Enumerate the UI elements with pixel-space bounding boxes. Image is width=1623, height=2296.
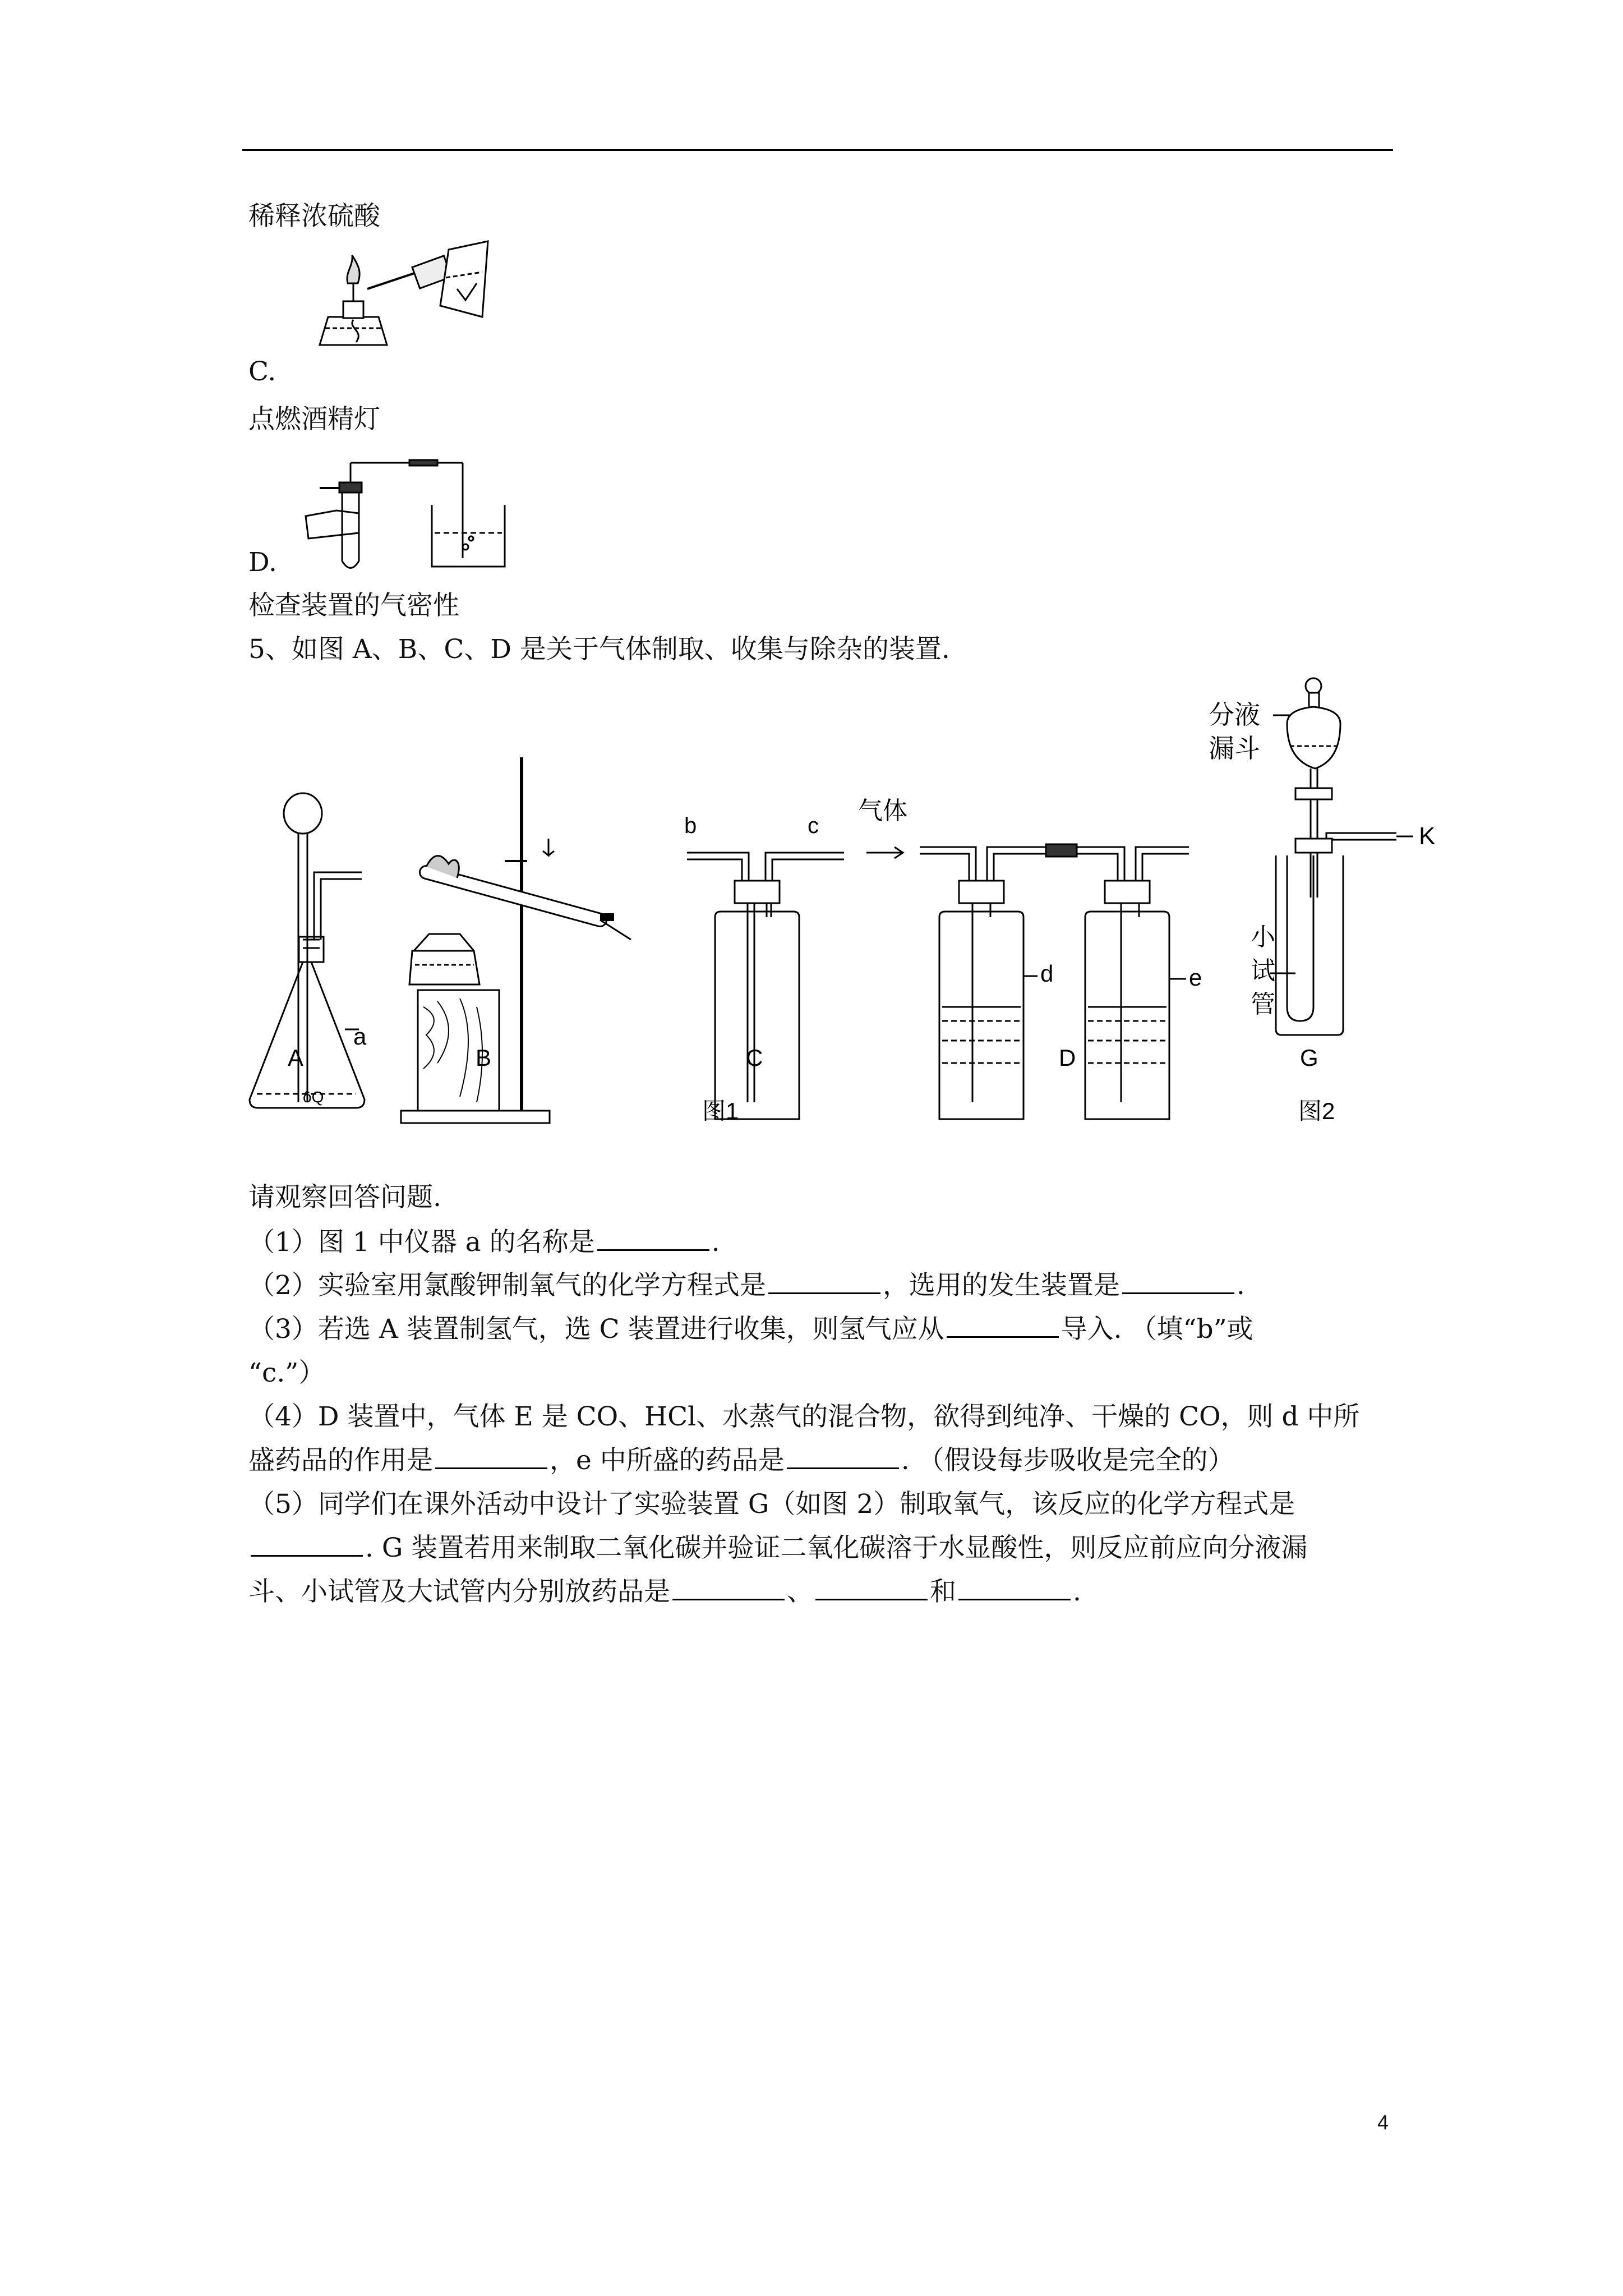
apparatus-label-a: A bbox=[288, 1045, 304, 1071]
question5-stem: 5、如图 A、B、C、D 是关于气体制取、收集与除杂的装置. bbox=[248, 634, 950, 665]
apparatus-c-drawing bbox=[684, 813, 844, 1119]
subquestion-5: （5）同学们在课外活动中设计了实验装置 G（如图 2）制取氧气，该反应的化学方程式是 bbox=[248, 1489, 1295, 1520]
subquestion-4: （4）D 装置中，气体 E 是 CO、HCl、水蒸气的混合物，欲得到纯净、干燥的 CO，则 d 中所 bbox=[248, 1401, 1360, 1432]
label-k: K bbox=[1419, 822, 1436, 850]
header-rule bbox=[242, 149, 1393, 151]
answer-blank-5a[interactable] bbox=[251, 1533, 363, 1557]
label-a: a bbox=[353, 1023, 367, 1050]
funnel-label-1: 分液 bbox=[1209, 700, 1260, 729]
subquestion-2: （2）实验室用氯酸钾制氧气的化学方程式是 ，选用的发生装置是 . bbox=[248, 1270, 1245, 1301]
label-e: e bbox=[1189, 964, 1202, 991]
subquestion-3: （3）若选 A 装置制氢气，选 C 装置进行收集，则氢气应从 导入. （填“b”或 bbox=[248, 1314, 1253, 1345]
option-b-caption: 稀释浓硫酸 bbox=[248, 201, 380, 232]
answer-blank-5d[interactable] bbox=[958, 1576, 1071, 1600]
answer-blank-2b[interactable] bbox=[1122, 1270, 1234, 1294]
subquestion-5-line3: 斗、小试管及大试管内分别放药品是 、 和 . bbox=[248, 1576, 1081, 1607]
subquestion-1: （1）图 1 中仪器 a 的名称是 . bbox=[248, 1227, 720, 1258]
option-d-caption: 检查装置的气密性 bbox=[248, 590, 459, 621]
apparatus-label-g: G bbox=[1300, 1045, 1318, 1071]
small-tube-label-3: 管 bbox=[1251, 991, 1275, 1018]
label-gas: 气体 bbox=[858, 797, 907, 825]
apparatus-g-drawing bbox=[1209, 678, 1435, 1035]
apparatus-label-d: D bbox=[1059, 1045, 1076, 1071]
observe-prompt: 请观察回答问题. bbox=[248, 1182, 441, 1213]
apparatus-label-b: B bbox=[476, 1045, 492, 1071]
option-d-label: D. bbox=[248, 547, 277, 578]
apparatus-figure bbox=[241, 670, 1469, 1153]
label-c: c bbox=[808, 813, 819, 838]
subquestion-5-continued: . G 装置若用来制取二氧化碳并验证二氧化碳溶于水显酸性，则反应前应向分液漏 bbox=[248, 1531, 1307, 1565]
page-number: 4 bbox=[1377, 2111, 1389, 2134]
figure2-caption: 图2 bbox=[1298, 1098, 1335, 1124]
label-d: d bbox=[1040, 960, 1054, 987]
apparatus-d-drawing bbox=[858, 797, 1189, 1119]
svg-text:ôQ: ôQ bbox=[303, 1088, 324, 1106]
apparatus-label-c: C bbox=[746, 1045, 763, 1071]
lighting-alcohol-lamp-figure bbox=[314, 238, 494, 356]
answer-blank-4b[interactable] bbox=[787, 1445, 899, 1469]
answer-blank-2a[interactable] bbox=[768, 1270, 880, 1294]
option-c-label: C. bbox=[248, 356, 276, 387]
option-c-caption: 点燃酒精灯 bbox=[248, 404, 380, 435]
airtightness-check-figure bbox=[297, 449, 533, 578]
answer-blank-1[interactable] bbox=[597, 1227, 709, 1251]
apparatus-a-drawing bbox=[250, 793, 365, 1108]
label-b: b bbox=[684, 813, 697, 838]
figure1-caption: 图1 bbox=[702, 1098, 739, 1124]
answer-blank-5c[interactable] bbox=[815, 1576, 928, 1600]
apparatus-b-drawing bbox=[401, 757, 631, 1123]
subquestion-4-continued: 盛药品的作用是 ，e 中所盛的药品是 . （假设每步吸收是完全的） bbox=[248, 1445, 1234, 1476]
funnel-label-2: 漏斗 bbox=[1209, 734, 1260, 763]
answer-blank-4a[interactable] bbox=[435, 1445, 547, 1469]
small-tube-label-2: 试 bbox=[1251, 957, 1275, 984]
answer-blank-5b[interactable] bbox=[672, 1576, 785, 1600]
small-tube-label-1: 小 bbox=[1251, 923, 1275, 951]
subquestion-3-continued: “c.”） bbox=[248, 1358, 325, 1388]
answer-blank-3[interactable] bbox=[947, 1314, 1059, 1338]
